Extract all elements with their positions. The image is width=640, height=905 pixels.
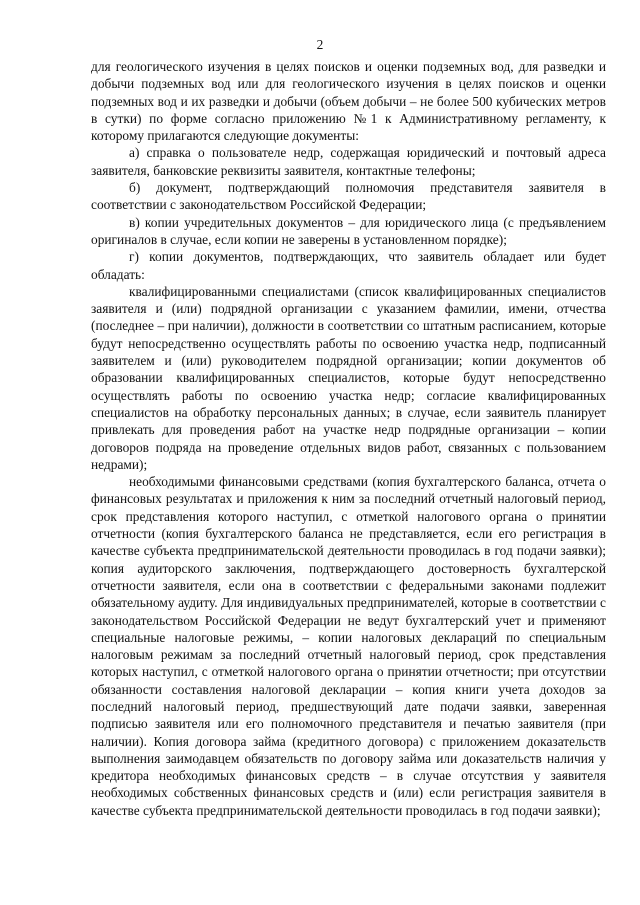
page-number: 2 <box>316 37 324 52</box>
paragraph-item-g: г) копии документов, подтверждающих, что заявитель обладает или будет обладать: <box>91 249 606 282</box>
paragraph-item-b: б) документ, подтверждающий полномочия представителя заявителя в соответствии с законодательством Российской Федерации; <box>91 180 606 213</box>
paragraph-financial-resources: необходимыми финансовыми средствами (копия бухгалтерского баланса, отчета о финансовых результатах и приложения к ним за последний отчетный налоговый период, срок представления которого наступил, с отметкой налогового органа о принятии отчетности (копия бухгалтерского баланса не представляется, если его регистрация в качестве субъекта предпринимательской деятельности проводилась в год подачи заявки); копия аудиторского заключения, подтверждающего достоверность бухгалтерской отчетности заявителя, если она в соответствии с федеральными законами подлежит обязательному аудиту. Для индивидуальных предпринимателей, которые в соответствии с законодательством Российской Федерации не ведут бухгалтерский учет и применяют специальные налоговые режимы, – копии налоговых деклараций по специальным налоговым режимам за последний отчетный налоговый период, срок представления которых наступил, с отметкой налогового органа о принятии отчетности; при отсутствии обязанности составления налоговой декларации – копия книги учета доходов за последний налоговый период, предшествующий дате подачи заявки, заверенная подписью заявителя или его полномочного представителя и печатью заявителя (при наличии). Копия договора займа (кредитного договора) с приложением доказательств выполнения заимодавцем обязательств по договору займа или доказательств наличия у кредитора необходимых финансовых средств – в случае отсутствия у заявителя необходимых собственных финансовых средств и (или) если регистрация заявителя в качестве субъекта предпринимательской деятельности проводилась в год подачи заявки); <box>91 474 606 818</box>
paragraph-item-v: в) копии учредительных документов – для юридического лица (с предъявлением оригиналов в случае, если копии не заверены в установленном порядке); <box>91 214 606 247</box>
paragraph-item-a: а) справка о пользователе недр, содержащая юридический и почтовый адреса заявителя, банковские реквизиты заявителя, контактные телефоны; <box>91 145 606 178</box>
paragraph-qualified-specialists: квалифицированными специалистами (список квалифицированных специалистов заявителя и (или) подрядной организации с указанием фамилии, имени, отчества (последнее – при наличии), должности в соответствии со штатным расписанием, которые будут непосредственно осуществлять работы по освоению участка недр, подписанный заявителем и (или) руководителем подрядной организации; копии документов об образовании квалифицированных специалистов, которые будут непосредственно осуществлять работы по освоению участка недр; согласие квалифицированных специалистов на обработку персональных данных; в случае, если заявитель планирует привлекать для проведения работ на участке недр подрядные организации – копии договоров подряда на проведение отдельных видов работ, связанных с пользованием недрами); <box>91 283 606 472</box>
document-body <box>91 58 606 819</box>
paragraph-application-intro: для геологического изучения в целях поисков и оценки подземных вод, для разведки и добычи подземных вод или для геологического изучения в целях поисков и оценки подземных вод и их разведки и добычи (объем добычи – не более 500 кубических метров в сутки) по форме согласно приложению №1 к Административному регламенту, к которому прилагаются следующие документы: <box>91 59 606 144</box>
